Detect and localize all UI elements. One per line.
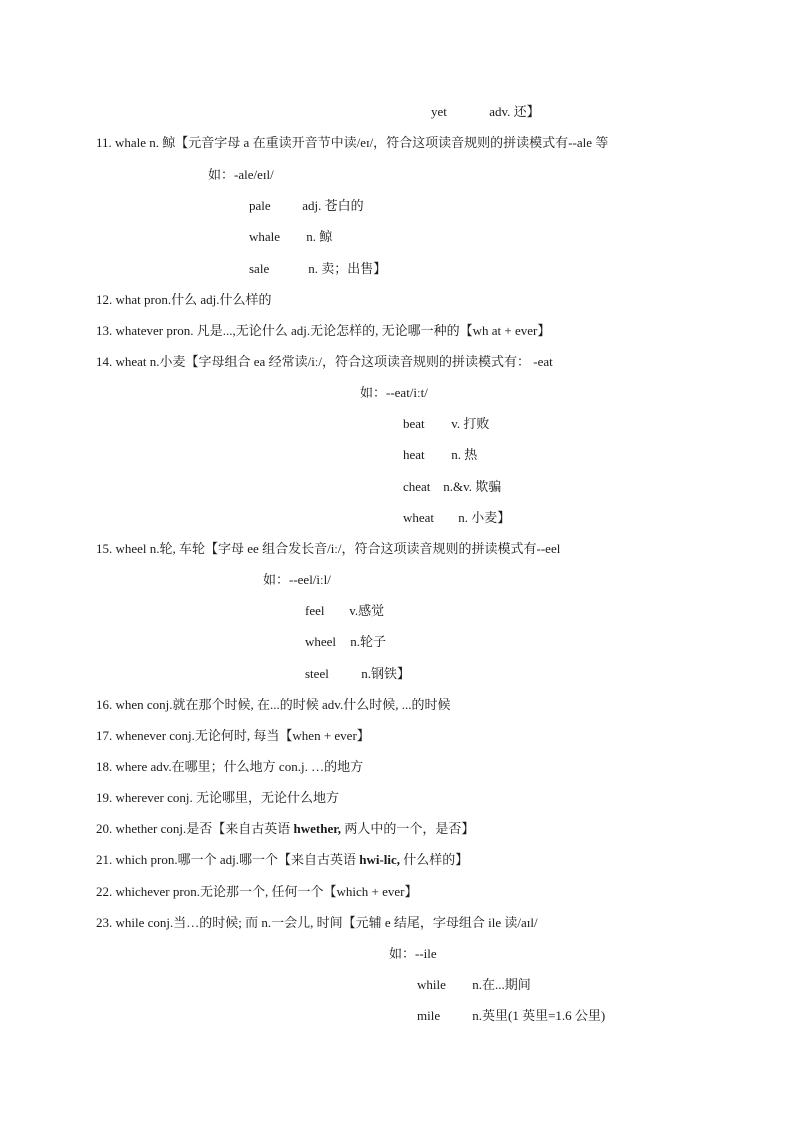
example-word: whale <box>249 229 281 244</box>
example-word: wheel <box>305 634 337 649</box>
example-pattern: 如：--eel/iːl/ <box>263 572 331 587</box>
example-row <box>305 603 384 619</box>
example-row <box>249 229 332 245</box>
entry-16-when: 16. when conj.就在那个时候, 在...的时候 adv.什么时候, ...的时候 <box>96 697 451 712</box>
example-row <box>403 510 510 526</box>
example-definition: n.&v. 欺骗 <box>443 479 502 494</box>
entry-12-what: 12. what pron.什么 adj.什么样的 <box>96 292 272 307</box>
example-word: heat <box>403 447 425 462</box>
example-definition: n.钢铁】 <box>361 666 411 681</box>
entry-15-wheel: 15. wheel n.轮, 车轮【字母 ee 组合发长音/iː/，符合这项读音规则的拼读模式有--eel <box>96 541 561 556</box>
example-pattern: 如：--ile <box>389 946 437 961</box>
entry-18-where: 18. where adv.在哪里；什么地方 con.j. …的地方 <box>96 759 364 774</box>
example-row <box>417 977 531 993</box>
example-definition: n.在...期间 <box>472 977 531 992</box>
entry-22-whichever: 22. whichever pron.无论那一个, 任何一个【which + ever】 <box>96 884 418 899</box>
example-definition: n. 小麦】 <box>458 510 511 525</box>
example-definition: n.轮子 <box>350 634 387 649</box>
example-word: pale <box>249 198 271 213</box>
example-row <box>305 666 410 682</box>
example-word: wheat <box>403 510 435 525</box>
example-definition: v.感觉 <box>349 603 385 618</box>
entry-17-whenever: 17. whenever conj.无论何时, 每当【when + ever】 <box>96 728 370 743</box>
example-definition: n.英里(1 英里=1.6 公里) <box>472 1008 606 1023</box>
example-row <box>403 416 489 432</box>
entry-yet-row <box>431 104 540 120</box>
etymology-word: hwi-lic, <box>359 852 401 867</box>
example-definition: v. 打败 <box>451 416 490 431</box>
example-word: steel <box>305 666 329 681</box>
example-definition: n. 热 <box>451 447 478 462</box>
example-pattern: 如：--eat/iːt/ <box>360 385 428 400</box>
example-definition: n. 卖；出售】 <box>308 261 387 276</box>
example-word: beat <box>403 416 425 431</box>
example-word: feel <box>305 603 325 618</box>
example-word: while <box>417 977 446 992</box>
example-row <box>249 198 364 214</box>
example-word: cheat <box>403 479 431 494</box>
example-word: sale <box>249 261 270 276</box>
entry-13-whatever: 13. whatever pron. 凡是...,无论什么 adj.无论怎样的, 无论哪一种的【wh at + ever】 <box>96 323 551 338</box>
entry-14-wheat: 14. wheat n.小麦【字母组合 ea 经常读/iː/，符合这项读音规则的拼读模式有： -eat <box>96 354 553 369</box>
example-definition: adj. 苍白的 <box>302 198 364 213</box>
etymology-word: hwether, <box>293 821 342 836</box>
example-definition: n. 鲸 <box>306 229 333 244</box>
example-word: mile <box>417 1008 441 1023</box>
entry-21-which <box>96 852 468 868</box>
example-row <box>305 634 386 650</box>
entry-text: 21. which pron.哪一个 adj.哪一个【来自古英语 <box>96 852 360 867</box>
entry-19-wherever: 19. wherever conj. 无论哪里，无论什么地方 <box>96 790 339 805</box>
example-row <box>403 479 501 495</box>
entry-text: 什么样的】 <box>400 852 469 867</box>
example-definition: adv. 还】 <box>489 104 540 119</box>
entry-23-while: 23. while conj.当…的时候; 而 n.一会儿, 时间【元辅 e 结尾，字母组合 ile 读/aɪl/ <box>96 915 538 930</box>
entry-20-whether <box>96 821 474 837</box>
example-row <box>403 447 477 463</box>
example-pattern: 如：-ale/eɪl/ <box>208 167 274 182</box>
example-word: yet <box>431 104 447 119</box>
entry-text: 两人中的一个，是否】 <box>341 821 475 836</box>
entry-11-whale: 11. whale n. 鲸【元音字母 a 在重读开音节中读/eɪ/，符合这项读音规则的拼读模式有--ale 等 <box>96 135 609 150</box>
entry-text: 20. whether conj.是否【来自古英语 <box>96 821 294 836</box>
example-row <box>417 1008 605 1024</box>
example-row <box>249 261 386 277</box>
